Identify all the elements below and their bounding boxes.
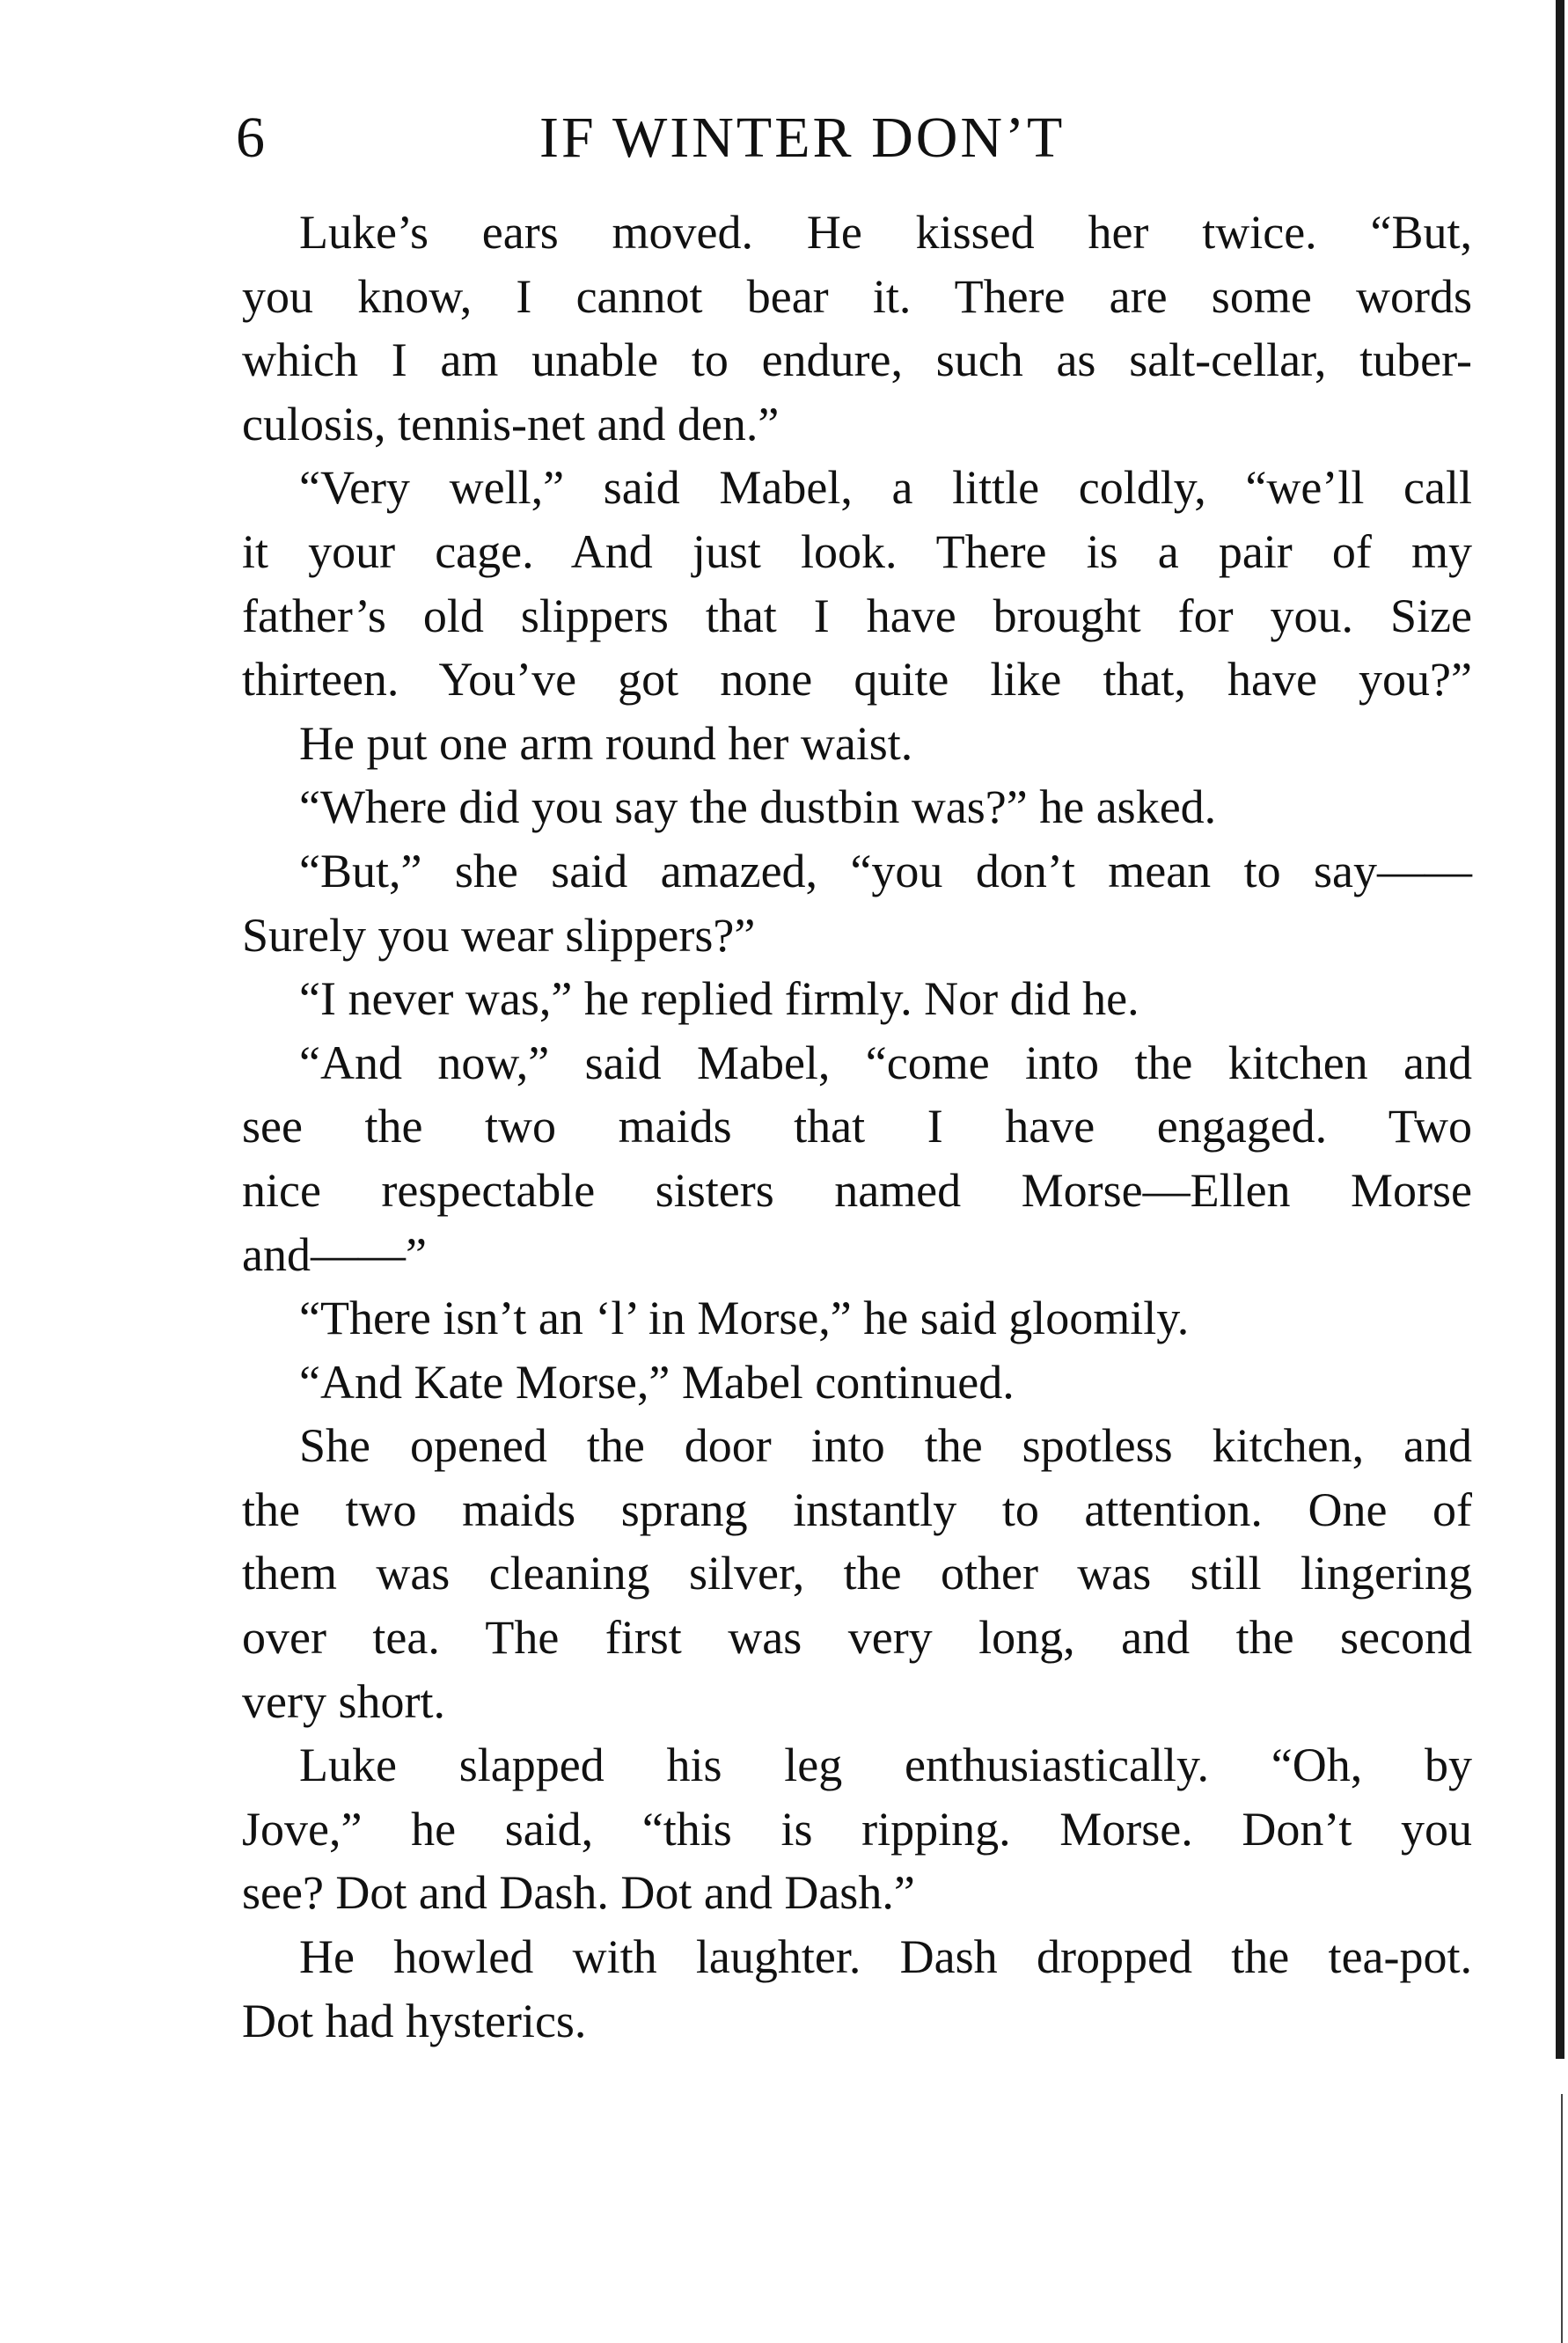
text-line: father’s old slippers that I have brought for you. Size — [242, 589, 1472, 642]
text-line: “I never was,” he replied firmly. Nor did he. — [299, 972, 1139, 1026]
running-head: IF WINTER DON’T — [539, 106, 1066, 170]
text-line: which I am unable to endure, such as salt-cellar, tuber- — [242, 333, 1472, 387]
text-line: She opened the door into the spotless kitchen, and — [299, 1419, 1472, 1473]
text-line: see the two maids that I have engaged. Two — [242, 1100, 1472, 1153]
text-line: “But,” she said amazed, “you don’t mean to say—— — [299, 844, 1472, 897]
text-line: over tea. The first was very long, and the second — [242, 1611, 1472, 1665]
text-line: thirteen. You’ve got none quite like that, have you?” — [242, 653, 1472, 707]
page-edge-shadow — [1552, 0, 1568, 2059]
text-line: He put one arm round her waist. — [299, 716, 913, 770]
text-line: He howled with laughter. Dash dropped the tea-pot. — [299, 1930, 1472, 1984]
text-line: it your cage. And just look. There is a pair of my — [242, 524, 1472, 578]
text-line: Luke slapped his leg enthusiastically. “Oh, by — [299, 1739, 1472, 1792]
text-line: Surely you wear slippers?” — [242, 908, 756, 962]
page-edge-line — [1561, 2094, 1563, 2343]
text-line: very short. — [242, 1674, 445, 1728]
text-line: “There isn’t an ‘l’ in Morse,” he said gloomily. — [299, 1292, 1190, 1345]
text-line: nice respectable sisters named Morse—Ellen Morse — [242, 1163, 1472, 1217]
text-line: you know, I cannot bear it. There are some words — [242, 269, 1472, 323]
text-line: the two maids sprang instantly to attention. One of — [242, 1483, 1472, 1536]
text-line: see? Dot and Dash. Dot and Dash.” — [242, 1866, 915, 1920]
text-line: “And Kate Morse,” Mabel continued. — [299, 1355, 1015, 1409]
page-number: 6 — [236, 106, 265, 170]
text-line: “Where did you say the dustbin was?” he asked. — [299, 780, 1217, 834]
body-text — [242, 201, 1472, 2053]
text-line: “And now,” said Mabel, “come into the kitchen and — [299, 1036, 1472, 1089]
text-line: “Very well,” said Mabel, a little coldly, “we’ll call — [299, 461, 1472, 515]
text-line: Luke’s ears moved. He kissed her twice. “But, — [299, 206, 1472, 259]
page-header — [236, 99, 1468, 178]
text-line: Dot had hysterics. — [242, 1994, 587, 2047]
text-line: them was cleaning silver, the other was still lingering — [242, 1547, 1472, 1600]
text-line: and——” — [242, 1227, 427, 1281]
text-line: Jove,” he said, “this is ripping. Morse. Don’t you — [242, 1802, 1472, 1856]
text-line: culosis, tennis-net and den.” — [242, 397, 780, 450]
